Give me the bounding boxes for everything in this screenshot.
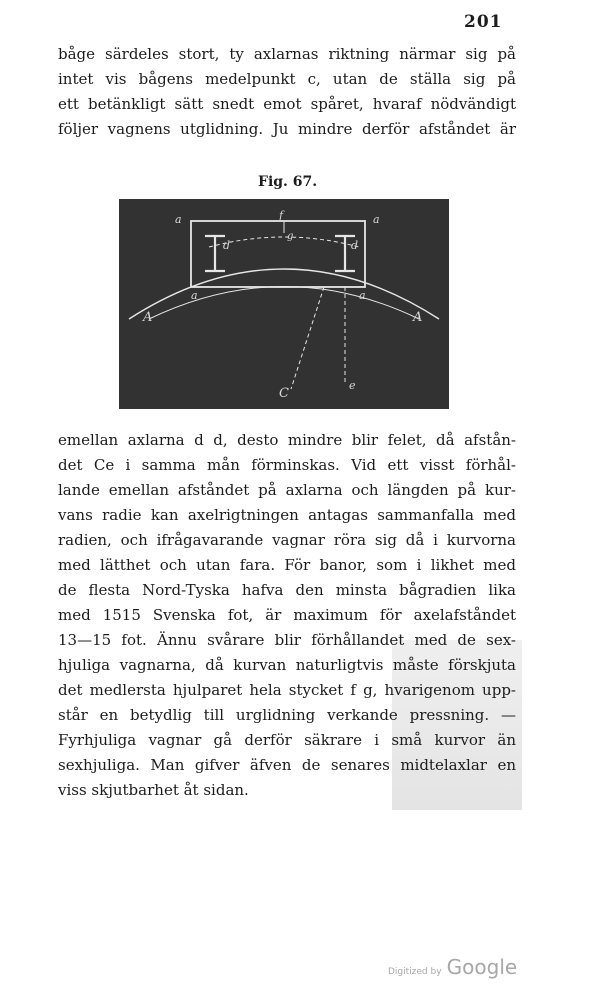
figure-caption: Fig. 67.: [258, 174, 318, 190]
text-line: de flesta Nord-Tyska hafva den minsta bågradien lika: [58, 581, 516, 599]
text-line: vans radie kan axelrigtningen antagas sammanfalla med: [58, 506, 516, 524]
label-a: a: [373, 213, 380, 226]
axle-left: [205, 236, 225, 271]
chord-fg: [209, 237, 359, 247]
label-d: d: [351, 239, 359, 252]
figure-67: [119, 199, 449, 409]
label-a: a: [191, 289, 198, 302]
text-line: det medlersta hjulparet hela stycket f g, hvarigenom upp-: [58, 681, 516, 699]
label-C: C: [279, 386, 289, 401]
label-a: a: [359, 289, 366, 302]
top-paragraph: [58, 42, 516, 142]
car-body: [191, 221, 365, 287]
label-f: f: [279, 209, 284, 222]
text-line: emellan axlarna d d, desto mindre blir felet, då afstån-: [58, 431, 516, 449]
text-line: med lätthet och utan fara. För banor, som i likhet med: [58, 556, 516, 574]
text-line: sexhjuliga. Man gifver äfven de senares midtelaxlar en: [58, 756, 516, 774]
text-line: viss skjutbarhet åt sidan.: [58, 781, 249, 799]
text-line: lande emellan afståndet på axlarna och längden på kur-: [58, 481, 516, 499]
text-line: Fyrhjuliga vagnar gå derför säkrare i små kurvor än: [58, 731, 516, 749]
google-logo: Google: [446, 955, 518, 979]
label-A: A: [413, 310, 423, 325]
text-line: 13—15 fot. Ännu svårare blir förhållandet med de sex-: [58, 631, 516, 649]
text-line: båge särdeles stort, ty axlarnas riktning närmar sig på: [58, 45, 516, 63]
label-a: a: [175, 213, 182, 226]
text-line: hjuliga vagnarna, då kurvan naturligtvis måste förskjuta: [58, 656, 516, 674]
text-line: med 1515 Svenska fot, är maximum för axelafståndet: [58, 606, 516, 624]
rail-inner: [149, 287, 419, 320]
text-line: ett betänkligt sätt snedt emot spåret, hvaraf nödvändigt: [58, 95, 516, 113]
figure-diagram: [119, 199, 449, 409]
digitized-label: Digitized by: [388, 967, 442, 977]
text-line: följer vagnens utglidning. Ju mindre derför afståndet är: [58, 120, 516, 138]
radius-line-C: [291, 287, 324, 389]
label-A: A: [143, 310, 153, 325]
digitized-watermark: [388, 955, 517, 979]
rail-outer: [129, 269, 439, 319]
text-line: det Ce i samma mån förminskas. Vid ett visst förhål-: [58, 456, 516, 474]
page-number: 201: [464, 12, 503, 32]
label-g: g: [287, 231, 294, 242]
bottom-paragraph: [58, 428, 516, 803]
label-d: d: [223, 239, 231, 252]
text-line: står en betydlig till urglidning verkande pressning. —: [58, 706, 516, 724]
text-line: intet vis bågens medelpunkt c, utan de ställa sig på: [58, 70, 516, 88]
label-e: e: [349, 379, 356, 392]
text-line: radien, och ifrågavarande vagnar röra sig då i kurvorna: [58, 531, 516, 549]
